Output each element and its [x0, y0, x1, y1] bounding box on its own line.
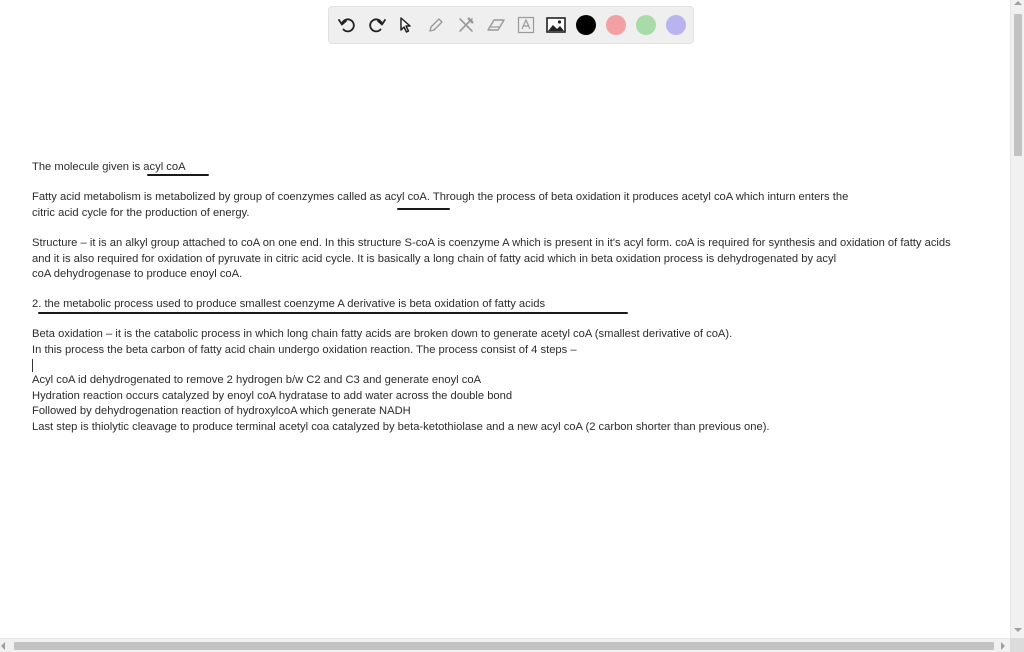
- text-cursor: [32, 359, 33, 372]
- drawing-toolbar: [328, 6, 694, 44]
- color-green-swatch[interactable]: [636, 15, 656, 35]
- horizontal-scroll-thumb[interactable]: [14, 642, 994, 650]
- scrollbar-corner: [1010, 638, 1024, 652]
- pen-button[interactable]: [423, 12, 449, 38]
- text-line: Followed by dehydrogenation reaction of hydroxylcoA which generate NADH: [32, 405, 411, 417]
- pointer-icon: [397, 16, 415, 34]
- text-line: 2. the metabolic process used to produce smallest coenzyme A derivative is beta oxidation of fatty acids: [32, 298, 546, 310]
- image-icon: [546, 16, 566, 34]
- text-line: and it is also required for oxidation of pyruvate in citric acid cycle. It is basically a long chain of fatty acid which in beta oxidation process is dehydrogenated by acyl: [32, 253, 837, 265]
- redo-icon: [367, 15, 387, 35]
- undo-icon: [337, 15, 357, 35]
- color-black-swatch[interactable]: [576, 15, 596, 35]
- scroll-up-arrow-icon[interactable]: [1014, 1, 1022, 5]
- ink-underline: [397, 208, 450, 210]
- text-line: coA dehydrogenase to produce enoyl coA.: [32, 268, 243, 280]
- text-line: Acyl coA id dehydrogenated to remove 2 hydrogen b/w C2 and C3 and generate enoyl coA: [32, 374, 482, 386]
- ink-underline: [38, 312, 628, 314]
- horizontal-scrollbar[interactable]: [0, 638, 1010, 652]
- text-line: citric acid cycle for the production of energy.: [32, 207, 250, 219]
- eraser-icon: [486, 16, 506, 34]
- scroll-down-arrow-icon[interactable]: [1014, 628, 1022, 632]
- scroll-left-arrow-icon[interactable]: [1, 642, 5, 650]
- text-line: Last step is thiolytic cleavage to produce terminal acetyl coa catalyzed by beta-ketothiolase and a new acyl coA (2 carbon shorter than previous one).: [32, 421, 770, 433]
- select-button[interactable]: [393, 12, 419, 38]
- text-line: Beta oxidation – it is the catabolic process in which long chain fatty acids are broken down to generate acetyl coA (smallest derivative of coA).: [32, 328, 733, 340]
- color-purple-swatch[interactable]: [666, 15, 686, 35]
- scroll-right-arrow-icon[interactable]: [1001, 642, 1005, 650]
- text-line: Structure – it is an alkyl group attached to coA on one end. In this structure S-coA is coenzyme A which is present in it's acyl form. coA is required for synthesis and oxidation of fatty acids: [32, 237, 951, 249]
- ink-underline: [147, 174, 209, 176]
- text-button[interactable]: [513, 12, 539, 38]
- tools-button[interactable]: [453, 12, 479, 38]
- redo-button[interactable]: [364, 12, 390, 38]
- pen-icon: [427, 16, 445, 34]
- image-button[interactable]: [543, 12, 569, 38]
- text-line: Hydration reaction occurs catalyzed by enoyl coA hydratase to add water across the double bond: [32, 390, 513, 402]
- text-line: The molecule given is acyl coA: [32, 161, 186, 173]
- eraser-button[interactable]: [483, 12, 509, 38]
- color-pink-swatch[interactable]: [606, 15, 626, 35]
- tools-icon: [457, 16, 475, 34]
- text-line: In this process the beta carbon of fatty acid chain undergo oxidation reaction. The process consist of 4 steps –: [32, 344, 577, 356]
- text-icon: [517, 16, 535, 34]
- undo-button[interactable]: [334, 12, 360, 38]
- vertical-scroll-thumb[interactable]: [1014, 14, 1022, 156]
- vertical-scrollbar[interactable]: [1010, 0, 1024, 638]
- text-line: Fatty acid metabolism is metabolized by group of coenzymes called as acyl coA. Through the process of beta oxidation it produces acetyl coA which inturn enters the: [32, 191, 849, 203]
